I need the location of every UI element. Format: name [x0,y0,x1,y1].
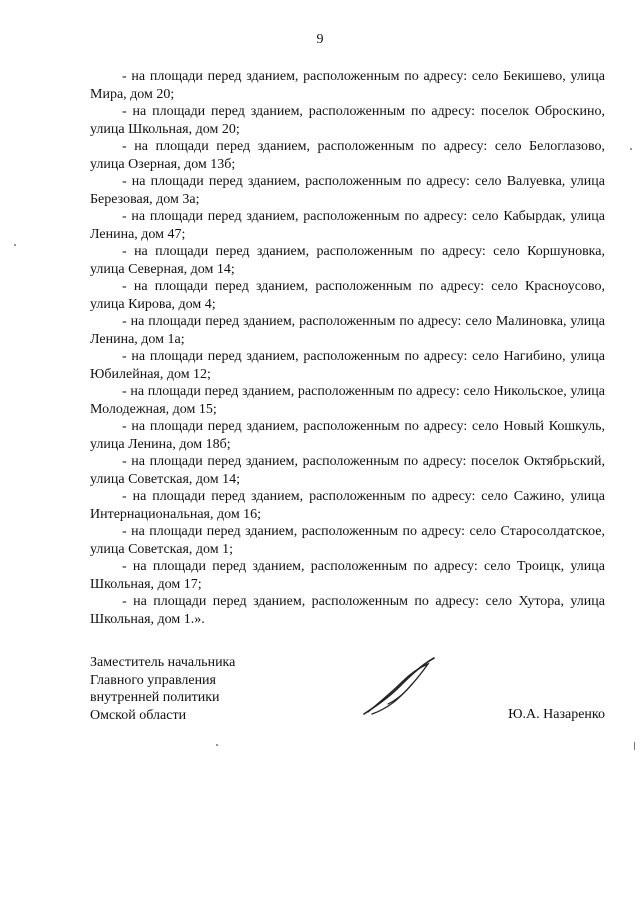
scan-speck [14,244,16,246]
list-item: - на площади перед зданием, расположенным по адресу: село Старосолдатское, улица Советская, дом 1; [90,524,605,557]
scan-speck [634,742,635,750]
list-item: - на площади перед зданием, расположенным по адресу: село Кабырдак, улица Ленина, дом 47; [90,209,605,242]
list-item: - на площади перед зданием, расположенным по адресу: село Нагибино, улица Юбилейная, дом 12; [90,349,605,382]
signatory-title-line: Заместитель начальника [90,655,236,670]
signatory-title-line: Главного управления [90,672,216,688]
signature-block [90,654,605,734]
list-item: - на площади перед зданием, расположенным по адресу: село Никольское, улица Молодежная, дом 15; [90,384,605,417]
list-item: - на площади перед зданием, расположенным по адресу: село Троицк, улица Школьная, дом 17; [90,559,605,592]
list-item: - на площади перед зданием, расположенным по адресу: село Новый Кошкуль, улица Ленина, дом 18б; [90,419,605,452]
list-item: - на площади перед зданием, расположенным по адресу: село Белоглазово, улица Озерная, дом 13б; [90,139,605,172]
signatory-title-line: внутренней политики [90,690,220,705]
scan-speck [216,744,218,746]
list-item: - на площади перед зданием, расположенным по адресу: село Малиновка, улица Ленина, дом 1а; [90,314,605,347]
list-item: - на площади перед зданием, расположенным по адресу: село Валуевка, улица Березовая, дом 3а; [90,174,605,207]
list-item: - на площади перед зданием, расположенным по адресу: село Красноусово, улица Кирова, дом 4; [90,279,605,312]
signatory-title [90,654,235,724]
list-item: - на площади перед зданием, расположенным по адресу: село Хутора, улица Школьная, дом 1.». [90,594,605,627]
list-item: - на площади перед зданием, расположенным по адресу: поселок Оброскино, улица Школьная, дом 20; [90,104,605,137]
scan-speck [630,148,632,150]
page-number: 9 [316,32,324,47]
address-list [90,68,605,628]
list-item: - на площади перед зданием, расположенным по адресу: село Бекишево, улица Мира, дом 20; [90,69,605,102]
signatory-name: Ю.А. Назаренко [508,707,605,722]
signatory-title-line: Омской области [90,707,187,723]
list-item: - на площади перед зданием, расположенным по адресу: село Коршуновка, улица Северная, дом 14; [90,244,605,277]
handwritten-signature [358,656,438,720]
list-item: - на площади перед зданием, расположенным по адресу: село Сажино, улица Интернациональная, дом 16; [90,489,605,522]
list-item: - на площади перед зданием, расположенным по адресу: поселок Октябрьский, улица Советская, дом 14; [90,454,605,487]
